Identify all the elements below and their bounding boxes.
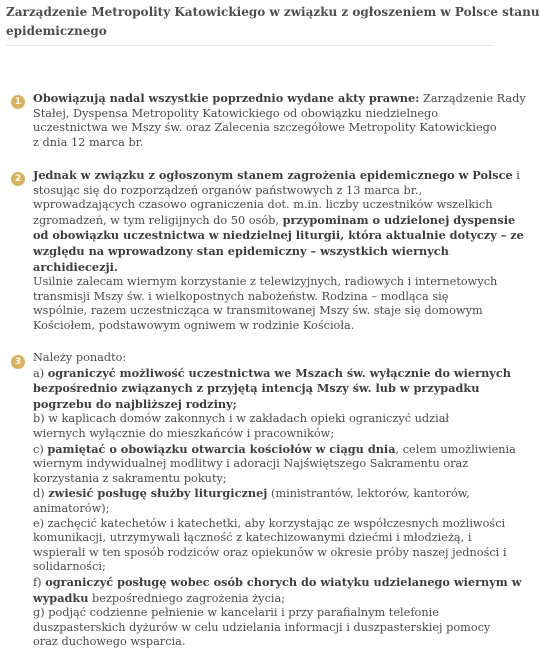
sub-a-line-1 xyxy=(33,365,511,382)
sub-c-line-2: wiernym indywidualnej modlitwy i adoracji Najświętszego Sakramentu oraz xyxy=(33,457,469,471)
title-divider xyxy=(6,45,494,46)
point-2-line-8: Usilnie zalecam wiernym korzystanie z telewizyjnych, radiowych i internetowych xyxy=(33,275,498,289)
sub-a-prefix: a) xyxy=(33,366,48,380)
point-2-line-1-rest: i xyxy=(512,169,520,182)
point-2-bold-2: przypominam o udzielonej dyspensie xyxy=(282,212,516,227)
sub-c-line-1 xyxy=(33,441,516,458)
number-badge-3: 3 xyxy=(11,355,25,369)
point-1-line-1: Zarządzenie Rady xyxy=(419,92,526,105)
sub-f-prefix: f) xyxy=(33,575,46,589)
sub-a-bold-1: ograniczyć możliwość uczestnictwa we Mszach św. wyłącznie do wiernych xyxy=(47,365,511,380)
point-3-text xyxy=(33,351,522,650)
point-2-bold-4: względu na wprowadzony stan epidemiczny – wszystkich wiernych xyxy=(33,243,449,258)
sub-d-bold: zwiesić posługę służby liturgicznej xyxy=(48,486,268,501)
point-1-line xyxy=(33,91,526,107)
sub-d-line-2: animatorów); xyxy=(33,501,110,515)
sub-d-rest: (ministrantów, lektorów, kantorów, xyxy=(267,487,470,501)
point-2-line-6 xyxy=(33,244,492,260)
point-1-line-2: Stałej, Dyspensa Metropolity Katowickiego od obowiązku niedzielnego xyxy=(33,106,439,120)
sub-f-bold-2: wypadku xyxy=(33,590,89,605)
sub-c-rest: , celem umożliwienia xyxy=(395,442,516,456)
sub-e-line-3: wspierali w ten sposób rodziców oraz opiekunów w okresie próby naszej jedności i xyxy=(33,545,507,559)
title-line-1: Zarządzenie Metropolity Katowickiego w związku z ogłoszeniem w Polsce stanu xyxy=(6,5,540,19)
point-2-line-4-pre: zgromadzeń, w tym religijnych do 50 osób, xyxy=(33,213,283,227)
sub-g-line-2: duszpasterskich dyżurów w celu udzielania informacji i duszpasterskiej pomocy xyxy=(33,620,491,634)
point-2-line-4 xyxy=(33,212,516,229)
sub-f-rest: bezpośredniego zagrożenia życia; xyxy=(88,591,286,605)
sub-a-bold-2: bezpośrednio związanych z przyjętą intencją Mszy św. lub w przypadku xyxy=(33,381,480,396)
sub-f-line-1 xyxy=(33,574,522,591)
sub-e-line-1: e) zachęcić katechetów i katechetki, aby korzystając ze współczesnych możliwości xyxy=(33,516,506,530)
sub-b-line-1: b) w kaplicach domów zakonnych i w zakładach opieki ograniczyć udział xyxy=(33,412,450,426)
point-2-line-1 xyxy=(33,168,520,184)
sub-d-line-1 xyxy=(33,486,492,502)
point-2-text xyxy=(33,168,524,334)
sub-c-line-3: korzystania z sakramentu pokuty; xyxy=(33,471,227,485)
point-2-bold-1: Jednak w związku z ogłoszonym stanem zagrożenia epidemicznego w Polsce xyxy=(33,168,513,182)
point-2-bold-5: archidiecezji. xyxy=(33,259,118,274)
sub-g-line-1: g) podjąć codzienne pełnienie w kancelarii i przy parafialnym telefonie xyxy=(33,606,439,620)
point-2-line-2: stosując się do rozporządzeń organów państwowych z 13 marca br., xyxy=(33,183,423,197)
point-2-line-7 xyxy=(33,260,492,276)
sub-f-bold-1: ograniczyć posługę wobec osób chorych do wiatyku udzielanego wiernym w xyxy=(45,574,522,589)
sub-c-bold: pamiętać o obowiązku otwarcia kościołów w ciągu dnia xyxy=(47,441,396,456)
sub-a-line-3 xyxy=(33,397,492,413)
point-2-line-5 xyxy=(33,228,524,244)
point-1-bold: Obowiązują nadal wszystkie poprzednio wydane akty prawne: xyxy=(33,91,420,105)
number-badge-1: 1 xyxy=(11,95,25,109)
decree-point-3 xyxy=(0,351,522,650)
sub-a-line-2 xyxy=(33,381,492,397)
title-line-2: epidemicznego xyxy=(6,24,107,38)
sub-e-line-4: solidarności; xyxy=(33,560,106,574)
point-2-line-9: transmisji Mszy św. i wielkopostnych nabożeństw. Rodzina – modląca się xyxy=(33,289,449,303)
decree-point-2 xyxy=(0,168,524,334)
point-2-bold-3: od obowiązku uczestnictwa w niedzielnej liturgii, która aktualnie dotyczy – ze xyxy=(33,228,524,243)
sub-g-line-3: oraz duchowego wsparcia. xyxy=(33,635,186,649)
sub-a-bold-3: pogrzebu do najbliższej rodziny; xyxy=(33,396,237,411)
point-2-line-11: Kościołem, podstawowym ogniwem w rodzinie Kościoła. xyxy=(33,318,355,332)
decree-point-1 xyxy=(0,91,526,150)
sub-c-prefix: c) xyxy=(33,442,48,456)
sub-d-prefix: d) xyxy=(33,487,49,501)
article-title xyxy=(0,0,540,41)
number-badge-2: 2 xyxy=(11,172,25,186)
point-1-line-3: uczestnictwa we Mszy św. oraz Zalecenia szczegółowe Metropolity Katowickiego xyxy=(33,121,497,135)
sub-b-line-2: wiernych wyłącznie do mieszkańców i pracowników; xyxy=(33,426,335,440)
sub-e-line-2: komunikacji, utrzymywali łączność z katechizowanymi dziećmi i młodzieżą, i xyxy=(33,531,472,545)
point-1-text xyxy=(33,91,526,150)
point-2-line-3: wprowadzających czasowo ograniczenia dot. m.in. liczby uczestników wszelkich xyxy=(33,198,493,212)
point-3-intro: Należy ponadto: xyxy=(33,351,127,364)
sub-f-line-2 xyxy=(33,591,492,607)
point-1-line-4: z dnia 12 marca br. xyxy=(33,135,144,149)
point-2-line-10: wspólnie, razem uczestnicząca w transmitowanej Mszy św. staje się domowym xyxy=(33,304,483,318)
